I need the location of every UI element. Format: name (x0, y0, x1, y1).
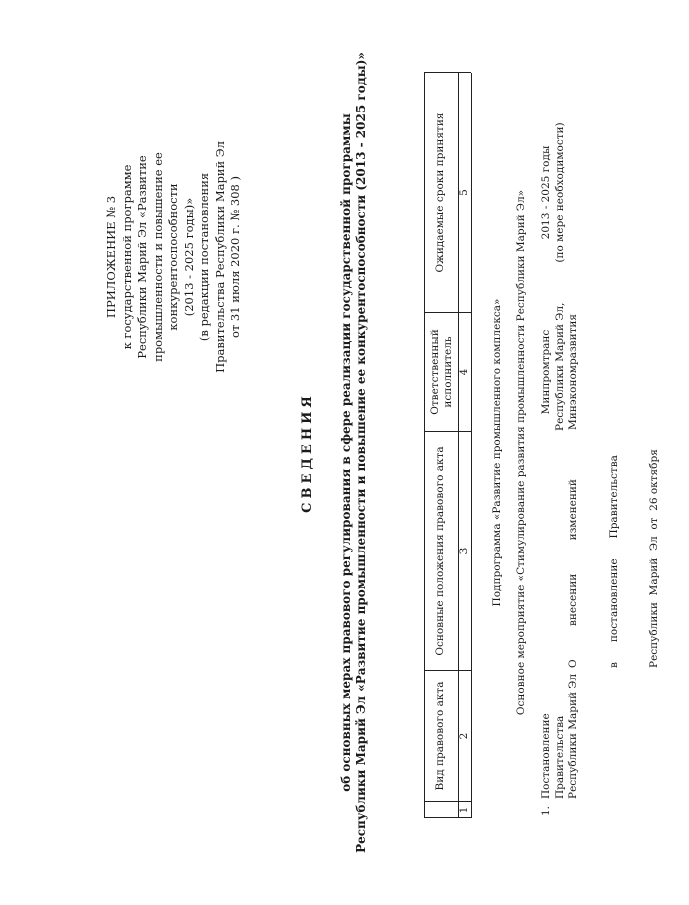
row-executor-line: Минэкономразвития (567, 313, 579, 431)
table-number-row-divider (471, 73, 472, 818)
column-number-5: 5 (458, 189, 470, 196)
row-deadline-cell (540, 73, 567, 312)
column-header-executor-line-2: исполнитель (442, 336, 454, 408)
subprogram-heading: Подпрограмма «Развитие промышленного комплекса» (491, 298, 503, 607)
appendix-line: (2013 - 2025 годы)» (181, 197, 196, 317)
row-content-line: О внесении изменений (567, 479, 579, 668)
column-header-type: Вид правового акта (434, 681, 446, 791)
appendix-line: от 31 июля 2020 г. № 308 ) (228, 176, 242, 339)
row-executor-line: Минпромтранс (540, 329, 552, 415)
appendix-line: конкурентоспособности (166, 183, 180, 331)
appendix-line: (в редакции постановления (197, 172, 211, 342)
row-type-line: Республики Марий Эл (567, 674, 579, 799)
appendix-line: промышленности и повышение ее (150, 152, 165, 362)
main-event-heading: Основное мероприятие «Стимулирование развития промышленности Республики Марий Эл» (515, 189, 527, 716)
column-header-executor (429, 313, 455, 431)
row-deadline-line: 2013 - 2025 годы (540, 145, 552, 240)
row-content-cell (540, 449, 689, 668)
appendix-header (104, 137, 244, 377)
column-header-deadline: Ожидаемые сроки принятия (434, 112, 446, 273)
row-type-line: Постановление (540, 713, 552, 799)
table-border-top (424, 73, 425, 818)
column-number-1: 1 (458, 806, 470, 814)
row-executor-cell (540, 302, 581, 431)
row-deadline-line: (по мере необходимости) (553, 122, 566, 263)
document-subtitle-line-2: Республики Марий Эл «Развитие промышленности и повышение ее конкурентоспособности (2013 - 2025 годы)» (354, 52, 368, 853)
appendix-line: Правительства Республики Марий Эл (212, 141, 227, 373)
column-header-executor-line-1: Ответственный (429, 329, 441, 415)
column-header-content: Основные положения правового акта (434, 446, 446, 656)
row-content-line: в постановление Правительства (607, 455, 620, 668)
column-number-4: 4 (458, 368, 470, 376)
document-subtitle-line-1: об основных мерах правового регулирования в сфере реализации государственной программы (339, 113, 353, 792)
appendix-line: Республики Марий Эл «Развитие (135, 155, 149, 359)
appendix-line: к государственной программе (119, 164, 134, 350)
row-type-cell (540, 674, 581, 799)
row-index: 1. (540, 805, 552, 816)
column-number-2: 2 (458, 732, 470, 740)
row-type-line: Правительства (553, 715, 566, 799)
row-executor-line: Республики Марий Эл, (553, 302, 566, 431)
column-number-3: 3 (458, 547, 470, 555)
document-title: СВЕДЕНИЯ (300, 392, 315, 513)
appendix-line: ПРИЛОЖЕНИЕ № 3 (104, 195, 118, 319)
row-content-line: Республики Марий Эл от 26 октября (648, 449, 660, 668)
